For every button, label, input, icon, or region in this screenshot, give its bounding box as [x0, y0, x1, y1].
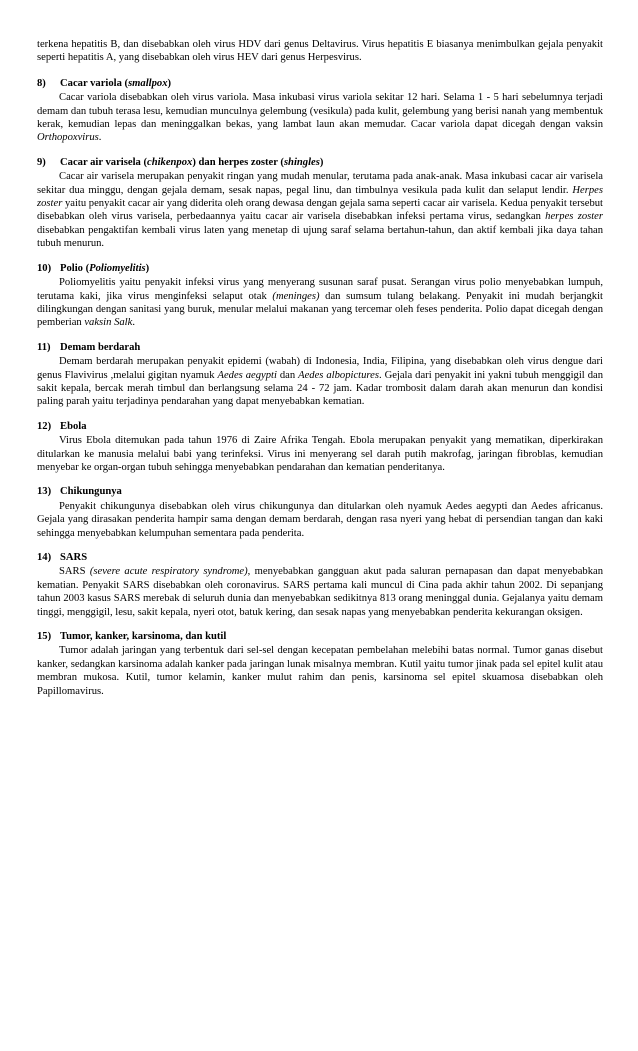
body-text: Tumor adalah jaringan yang terbentuk dari sel-sel dengan kecepatan pembelahan melebihi batas normal. Tumor ganas disebut kanker, sedangkan karsinoma adalah kanker pada jaringan lunak misalnya membran. Kutil yaitu tumor jinak pada sel epitel kulit atau membran mukosa. Kutil, tumor kelamin, kanker mulut rahim dan penis, karsinoma sel epitel skuamosa disebabkan oleh Papillomavirus. [37, 645, 603, 697]
section-item [37, 485, 603, 540]
section-heading [37, 156, 603, 169]
section-number: 11) [37, 341, 51, 353]
section-item [37, 551, 603, 619]
body-text: Cacar air varisela merupakan penyakit ringan yang mudah menular, terutama pada anak-anak. Masa inkubasi cacar air varisela sekitar dua minggu, dengan gejala demam, sesak napas, pegal linu, dan timbulnya vesikula pada kulit dan selaput lendir. [37, 171, 603, 196]
body-italic-text: Aedes aegypti [217, 369, 277, 381]
section-body [37, 434, 603, 474]
section-title: Chikungunya [60, 486, 122, 498]
body-text: Demam berdarah merupakan penyakit epidemi (wabah) di Indonesia, India, Filipina, yang disebabkan oleh virus dengue dari genus Flavivirus ,melalui gigitan nyamuk [37, 356, 603, 381]
body-text: dan sumsum tulang belakang. Penyakit ini mudah berjangkit dilingkungan dengan sanitasi yang buruk, menular melalui makanan yang tercemar oleh feses penderita. Polio dapat dicegah dengan pemberian [37, 290, 603, 329]
body-text: dan [276, 369, 299, 381]
section-heading [37, 485, 603, 498]
section-title: Polio ( [60, 262, 90, 274]
section-heading [37, 77, 603, 90]
section-title: Ebola [60, 420, 87, 432]
section-title: Demam berdarah [60, 341, 141, 353]
section-title-tail: ) dan herpes zoster ( [192, 156, 284, 168]
body-italic-text: Aedes albopictures [298, 369, 379, 381]
body-italic-text: (severe acute respiratory syndrome) [89, 566, 248, 578]
section-title-italic: shingles [283, 156, 320, 168]
section-item [37, 77, 603, 145]
section-title-tail: ) [319, 156, 324, 168]
section-title-italic: smallpox [128, 77, 168, 89]
section-item [37, 262, 603, 330]
body-text: . Gejala dari penyakit ini yakni tubuh menggigil dan sakit kepala, bercak merah timbul dan berlangsung selama 24 - 72 jam. Kadar trombosit dalam darah akan menurun dan kondisi paling parah yaitu terjadinya pendarahan yang dapat menyebabkan kematian. [37, 369, 603, 408]
body-text: disebabkan pengaktifan kembali virus laten yang menetap di ujung saraf selama bertahun-tahun, dan aktif kembali jika daya tahan tubuh menurun. [37, 224, 603, 250]
section-body [37, 170, 603, 250]
section-item [37, 630, 603, 698]
section-title-italic: chikenpox [147, 156, 193, 168]
section-item [37, 420, 603, 475]
section-number: 13) [37, 486, 52, 498]
section-body [37, 500, 603, 540]
body-text: Penyakit chikungunya disebabkan oleh virus chikungunya dan ditularkan oleh nyamuk Aedes aegypti dan Aedes africanus. Gejala yang dirasakan penderita hampir sama dengan demam berdarah, dengan rasa nyeri yang hebat di persendian tangan dan kaki sehingga menyebabkan kelumpuhan sementara pada penderita. [37, 500, 603, 539]
body-text: SARS [59, 566, 90, 578]
section-number: 15) [37, 631, 52, 643]
section-heading [37, 630, 603, 643]
body-text: Cacar variola disebabkan oleh virus variola. Masa inkubasi virus variola sekitar 12 hari. Selama 1 - 5 hari sebelumnya terjadi demam dan tubuh terasa lesu, kemudian munculnya gelembung (vesikula) pada kulit, gelembung yang berisi nanah yang membentuk kerak, kemudian lepas dan meninggalkan bekas, yang lambat laun akan memudar. Cacar variola dapat dicegah dengan vaksin [37, 92, 603, 131]
section-title: Cacar variola ( [60, 77, 129, 89]
body-italic-text: herpes zoster [545, 211, 604, 223]
section-title-tail: ) [167, 77, 172, 89]
section-item [37, 156, 603, 251]
section-number: 14) [37, 552, 52, 563]
sections-list [37, 77, 603, 698]
section-number: 9) [37, 156, 46, 168]
section-heading [37, 262, 603, 275]
section-title-italic: Poliomyelitis [89, 262, 146, 274]
section-body [37, 565, 603, 619]
section-heading [37, 420, 603, 433]
section-heading [37, 551, 603, 564]
section-item [37, 341, 603, 409]
body-text: , menyebabkan gangguan akut pada saluran pernapasan dan dapat menyebabkan kematian. Penyakit SARS disebabkan oleh coronavirus. SARS pertama kali muncul di Cina pada akhir tahun 2002. Di sepanjang tahun 2003 kasus SARS merebak di seluruh dunia dan menyebabkan sedikitnya 813 orang meninggal dunia. Gejalanya yaitu demam tinggi, menggigil, lesu, sakit kepala, nyeri otot, batuk kering, dan sesak napas yang menyebabkan penderita kekurangan oksigen. [37, 566, 603, 618]
section-title: Cacar air varisela ( [60, 156, 147, 168]
section-title: Tumor, kanker, karsinoma, dan kutil [60, 631, 227, 643]
section-number: 8) [37, 77, 46, 89]
section-title-tail: ) [145, 262, 150, 274]
document-page [37, 38, 603, 709]
section-body [37, 91, 603, 145]
section-body [37, 644, 603, 698]
section-heading [37, 341, 603, 354]
section-number: 10) [37, 262, 52, 274]
body-italic-text: (meninges) [272, 290, 320, 302]
body-italic-text: Orthopoxvirus [37, 132, 99, 144]
section-title: SARS [60, 552, 88, 563]
body-text: . [132, 317, 135, 329]
body-italic-text: vaksin Salk [84, 317, 133, 329]
body-text: Virus Ebola ditemukan pada tahun 1976 di Zaire Afrika Tengah. Ebola merupakan penyakit yang mematikan, diperkirakan ditularkan ke manusia melalui babi yang terinfeksi. Virus ini menyerang sel darah putih makrofag, jaringan fibroblas, kemudian menyebar ke organ-organ tubuh sehingga menyebabkan pendarahan dan kematian penderitanya. [37, 435, 603, 473]
body-text: . [98, 132, 102, 144]
body-text: Poliomyelitis yaitu penyakit infeksi virus yang menyerang susunan saraf pusat. Serangan virus polio menyebabkan lumpuh, terutama kaki, jika virus menginfeksi selaput otak [37, 277, 603, 302]
intro-paragraph: terkena hepatitis B, dan disebabkan oleh virus HDV dari genus Deltavirus. Virus hepatitis E biasanya menimbulkan gejala penyakit seperti hepatitis A, yang disebabkan oleh virus HEV dari genus Herpesvirus. [37, 39, 603, 64]
section-number: 12) [37, 420, 52, 432]
body-text: yaitu penyakit cacar air yang diderita oleh orang dewasa dengan gejala sama seperti cacar air varisela. Kedua penyakit tersebut disebabkan oleh virus varisela, perbedaannya yaitu cacar air varisela disebabkan infeksi pertama virus, sedangkan [37, 198, 603, 223]
section-body [37, 276, 603, 330]
section-body [37, 355, 603, 409]
body-italic-text: Herpes zoster [37, 184, 603, 210]
